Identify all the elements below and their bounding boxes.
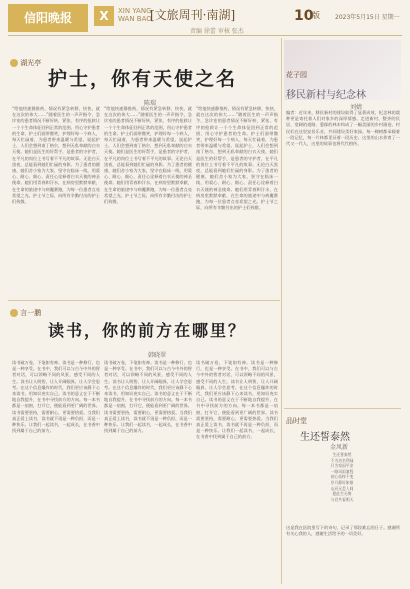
article2-column-tag [10, 308, 41, 318]
header-rule [8, 35, 402, 36]
editor-credits: 责编 徐蕾 审核 张杰 [190, 28, 244, 35]
flower-icon [10, 59, 18, 67]
article1-tag-text: 湖光亭 [20, 59, 42, 67]
article2-body-col1: 读书破万卷，下笔如有神。读书是一种修行，也是一种享受。在书中，我们可以与古今中外的智者对话，可以领略不同的风景，感受不同的人生。读书让人明智，让人开阔眼界，让人学会思考。在这个信息爆炸的时代，我们更应该静下心来读书，用知识充实自己。读书的意义在于不断地自我提升，在书中寻找前方的方向。每一本书都是一扇窗，打开它，便能看到更广阔的世界。读书需要坚持，需要耐心，更需要热爱。当我们真正爱上读书，读书就不再是一种负担，而是一种快乐。让我们一起读书，一起成长，在书香中找到属于自己的前方。 [12, 360, 100, 434]
article1-body-col1: “给他快速静推药，情况有紧急转移，快快，就在这次的伟大……”随着医生的一声声指令，急诊室的患者情况不断好转，紧张、有序的抢救让一个个生命体征回到正常的范围，用心守护患者的生命。护士们面带微笑，护理好每一个病人，每天忙碌着，为患者带来温暖与希望。说起护士，人们会想到南丁格尔，想到无私奉献的白衣天使。她们是医生的好帮手，是患者的守护者，在平凡的岗位上书写着不平凡的故事。无论白天黑夜，总能看到她们忙碌的身影。为了患者的健康，她们舍小家为大家，坚守在临床一线，用爱心、耐心、细心、责任心诠释着白衣天使的神圣使命。她们用青春和汗水，在病房里默默奉献，在生命的旅途中与病魔赛跑，为每一位患者点亮希望之光。护士节之际，向所有辛勤付出的护士们致敬。 [12, 106, 100, 205]
pub-name-line1: XIN YANG [118, 7, 152, 15]
article1-body-col2: “给他快速静推药，情况有紧急转移，快快，就在这次的伟大……”随着医生的一声声指令，急诊室的患者情况不断好转，紧张、有序的抢救让一个个生命体征回到正常的范围，用心守护患者的生命。护士们面带微笑，护理好每一个病人，每天忙碌着，为患者带来温暖与希望。说起护士，人们会想到南丁格尔，想到无私奉献的白衣天使。她们是医生的好帮手，是患者的守护者，在平凡的岗位上书写着不平凡的故事。无论白天黑夜，总能看到她们忙碌的身影。为了患者的健康，她们舍小家为大家，坚守在临床一线，用爱心、耐心、细心、责任心诠释着白衣天使的神圣使命。她们用青春和汗水，在病房里默默奉献，在生命的旅途中与病魔赛跑，为每一位患者点亮希望之光。护士节之际，向所有辛勤付出的护士们致敬。 [104, 106, 192, 205]
poem-tag-text: 品时堂 [286, 417, 307, 425]
article1-author: 陈瑞 [144, 100, 157, 107]
page-header [0, 0, 410, 36]
publication-name [118, 7, 152, 23]
poem-author: 金凤新 [330, 444, 349, 451]
article1-column-tag [10, 58, 41, 68]
poem-line: 愿此生无悔 [332, 491, 352, 497]
poem-line: 一路风雨兼程 [330, 468, 354, 474]
poem-extra-text: 这是我在医院里写下的诗句，记录了那段难忘的日子。感谢所有关心我的人，感谢生活给予的一切美好。 [286, 525, 400, 537]
poem-column-tag [286, 416, 307, 426]
right-article-body: 编者：近年来，移民新村的建设取得了显著成效，纪念林的栽种更是寄托着人们对家乡的深厚情感。走进新村，整齐的民居、宽阔的道路、葱郁的林木构成了一幅美丽的乡村画卷。村民们在这里安居乐业，共同建设美好家园。每一棵树都承载着一段记忆，每一片林都见证着一段历史。这里的山水养育了一代又一代人，这里的故事也将代代相传。 [286, 110, 400, 147]
poem-line: 生还誓泰然 [332, 452, 352, 457]
poem-line: 初心始终不变 [330, 474, 354, 480]
right-article-title: 移民新村与纪念林 [286, 90, 366, 101]
section-title: [文旅周刊·南湖] [150, 8, 236, 22]
poem-title: 生还誓泰然 [300, 432, 350, 443]
pub-name-line2: WAN BAO [118, 15, 152, 23]
poem-line: 只为家国平安 [330, 463, 354, 469]
article1-title: 护士，你有天使之名 [48, 68, 238, 90]
article2-body-col3: 读书破万卷，下笔如有神。读书是一种修行，也是一种享受。在书中，我们可以与古今中外的智者对话，可以领略不同的风景，感受不同的人生。读书让人明智，让人开阔眼界，让人学会思考。在这个信息爆炸的时代，我们更应该静下心来读书，用知识充实自己。读书的意义在于不断地自我提升，在书中寻找前方的方向。每一本书都是一扇窗，打开它，便能看到更广阔的世界。读书需要坚持，需要耐心，更需要热爱。当我们真正爱上读书，读书就不再是一种负担，而是一种快乐。让我们一起读书，一起成长，在书香中找到属于自己的前方。 [196, 360, 278, 440]
page-label: 版 [312, 11, 320, 20]
column-separator [281, 38, 282, 584]
article2-title: 读书，你的前方在哪里？ [48, 321, 247, 340]
article-divider [8, 300, 280, 301]
poem-line: 与君共看明天 [330, 496, 354, 502]
poem-line: 不为功名利禄 [330, 457, 354, 463]
article2-author: 韩晓翠 [148, 352, 167, 359]
poem-line: 山河无恙人间 [330, 485, 354, 491]
poem-body [286, 452, 398, 522]
logo-x-mark: X [94, 6, 114, 26]
article2-tag-text: 言一鹏 [20, 309, 42, 317]
article2-body-col2: 读书破万卷，下笔如有神。读书是一种修行，也是一种享受。在书中，我们可以与古今中外的智者对话，可以领略不同的风景，感受不同的人生。读书让人明智，让人开阔眼界，让人学会思考。在这个信息爆炸的时代，我们更应该静下心来读书，用知识充实自己。读书的意义在于不断地自我提升，在书中寻找前方的方向。每一本书都是一扇窗，打开它，便能看到更广阔的世界。读书需要坚持，需要耐心，更需要热爱。当我们真正爱上读书，读书就不再是一种负担，而是一种快乐。让我们一起读书，一起成长，在书香中找到属于自己的前方。 [104, 360, 192, 434]
right-column-tag [286, 70, 307, 80]
right-tag-text: 花子园 [286, 71, 307, 79]
article1-body-col3: “给他快速静推药，情况有紧急转移，快快，就在这次的伟大……”随着医生的一声声指令，急诊室的患者情况不断好转，紧张、有序的抢救让一个个生命体征回到正常的范围，用心守护患者的生命。护士们面带微笑，护理好每一个病人，每天忙碌着，为患者带来温暖与希望。说起护士，人们会想到南丁格尔，想到无私奉献的白衣天使。她们是医生的好帮手，是患者的守护者，在平凡的岗位上书写着不平凡的故事。无论白天黑夜，总能看到她们忙碌的身影。为了患者的健康，她们舍小家为大家，坚守在临床一线，用爱心、耐心、细心、责任心诠释着白衣天使的神圣使命。她们用青春和汗水，在病房里默默奉献，在生命的旅途中与病魔赛跑，为每一位患者点亮希望之光。护士节之际，向所有辛勤付出的护士们致敬。 [196, 106, 278, 211]
newspaper-logo: 信阳晚报 [8, 4, 88, 32]
right-article-author: 刘婧 [350, 104, 363, 111]
page-number: 10 [294, 8, 314, 24]
right-divider [284, 408, 401, 409]
poem-line: 岁月静好如歌 [330, 479, 354, 485]
flower-icon [10, 309, 18, 317]
issue-date: 2023年5月15日 星期一 [335, 14, 400, 21]
